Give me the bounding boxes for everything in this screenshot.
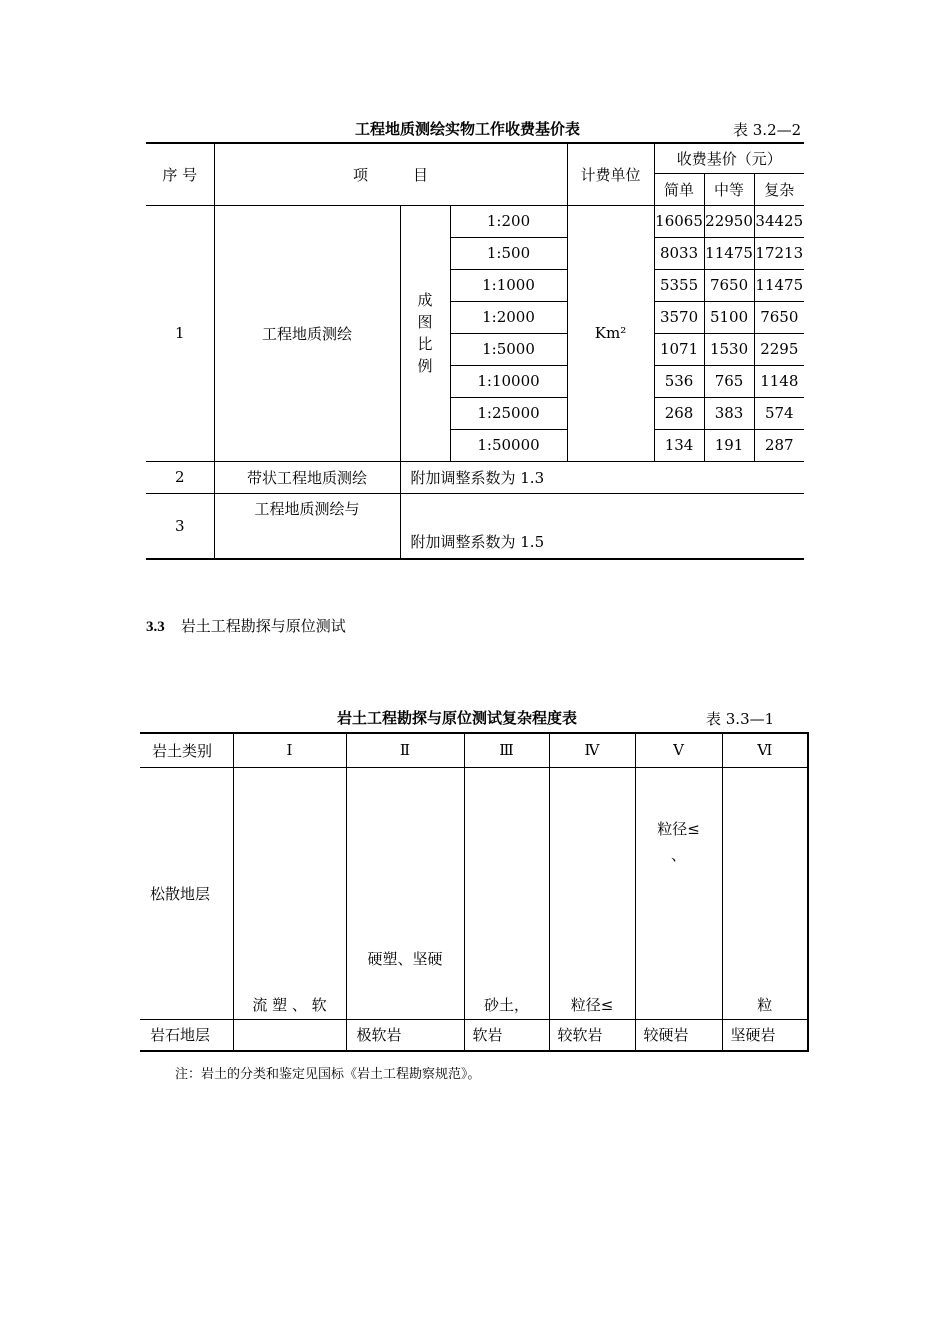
header-seq: 序 号	[146, 143, 214, 205]
price-complex: 7650	[754, 301, 804, 333]
section-heading	[146, 615, 346, 636]
rock-label: 岩石地层	[140, 1019, 233, 1051]
row1-name: 工程地质测绘	[214, 205, 400, 461]
complexity-table	[140, 732, 809, 1052]
header-simple: 简单	[654, 173, 704, 205]
scale-cell: 1:500	[450, 237, 567, 269]
table1-number: 表 3.2—2	[733, 121, 802, 139]
scale-cell: 1:25000	[450, 397, 567, 429]
table1-caption: 工程地质测绘实物工作收费基价表	[355, 120, 581, 138]
price-medium: 5100	[704, 301, 754, 333]
price-complex: 1148	[754, 365, 804, 397]
class-header: Ⅳ	[549, 733, 635, 767]
price-complex: 287	[754, 429, 804, 461]
price-medium: 191	[704, 429, 754, 461]
row1-seq: 1	[146, 205, 214, 461]
price-simple: 5355	[654, 269, 704, 301]
class-header: Ⅱ	[346, 733, 464, 767]
scale-cell: 1:5000	[450, 333, 567, 365]
loose-class-2: 硬塑、坚硬	[346, 767, 464, 1019]
price-complex: 17213	[754, 237, 804, 269]
loose-class-4: 粒径≤	[549, 767, 635, 1019]
price-complex: 2295	[754, 333, 804, 365]
price-simple: 1071	[654, 333, 704, 365]
scale-cell: 1:50000	[450, 429, 567, 461]
price-simple: 3570	[654, 301, 704, 333]
header-item: 项 目	[214, 143, 567, 205]
loose-class-6: 粒	[722, 767, 808, 1019]
loose-class-5: 粒径≤ 、	[635, 767, 722, 1019]
class-header: Ⅴ	[635, 733, 722, 767]
price-complex: 574	[754, 397, 804, 429]
price-medium: 765	[704, 365, 754, 397]
price-simple: 134	[654, 429, 704, 461]
table2-caption: 岩土工程勘探与原位测试复杂程度表	[337, 709, 578, 727]
price-medium: 1530	[704, 333, 754, 365]
row1-unit: Km²	[567, 205, 654, 461]
header-unit: 计费单位	[567, 143, 654, 205]
category-header: 岩土类别	[140, 733, 233, 767]
price-complex: 11475	[754, 269, 804, 301]
price-medium: 11475	[704, 237, 754, 269]
price-simple: 268	[654, 397, 704, 429]
price-simple: 536	[654, 365, 704, 397]
row3-name: 工程地质测绘与	[214, 493, 400, 559]
header-medium: 中等	[704, 173, 754, 205]
rock-class-1	[233, 1019, 346, 1051]
rock-class-2: 极软岩	[346, 1019, 464, 1051]
row3-note: 附加调整系数为 1.5	[400, 493, 804, 559]
scale-cell: 1:1000	[450, 269, 567, 301]
footnote: 注：岩土的分类和鉴定见国标《岩土工程勘察规范》。	[175, 1067, 481, 1082]
rock-class-5: 较硬岩	[635, 1019, 722, 1051]
loose-class-1: 流 塑 、 软	[233, 767, 346, 1019]
price-medium: 22950	[704, 205, 754, 237]
rock-class-3: 软岩	[464, 1019, 549, 1051]
rock-class-6: 坚硬岩	[722, 1019, 808, 1051]
row2-note: 附加调整系数为 1.3	[400, 461, 804, 493]
header-price: 收费基价（元）	[654, 143, 804, 173]
price-simple: 8033	[654, 237, 704, 269]
scale-cell: 1:200	[450, 205, 567, 237]
scale-label: 成 图 比 例	[400, 205, 450, 461]
fee-table	[146, 142, 804, 560]
scale-cell: 1:10000	[450, 365, 567, 397]
row2-name: 带状工程地质测绘	[214, 461, 400, 493]
section-number: 3.3	[146, 619, 165, 635]
section-title: 岩土工程勘探与原位测试	[180, 617, 346, 635]
price-complex: 34425	[754, 205, 804, 237]
row2-seq: 2	[146, 461, 214, 493]
loose-class-3: 砂土，	[464, 767, 549, 1019]
class-header: Ⅲ	[464, 733, 549, 767]
class-header: Ⅵ	[722, 733, 808, 767]
header-complex: 复杂	[754, 173, 804, 205]
row3-seq: 3	[146, 493, 214, 559]
scale-cell: 1:2000	[450, 301, 567, 333]
price-medium: 7650	[704, 269, 754, 301]
loose-label: 松散地层	[140, 767, 233, 1019]
table2-number: 表 3.3—1	[706, 710, 775, 728]
price-medium: 383	[704, 397, 754, 429]
rock-class-4: 较软岩	[549, 1019, 635, 1051]
price-simple: 16065	[654, 205, 704, 237]
class-header: Ⅰ	[233, 733, 346, 767]
